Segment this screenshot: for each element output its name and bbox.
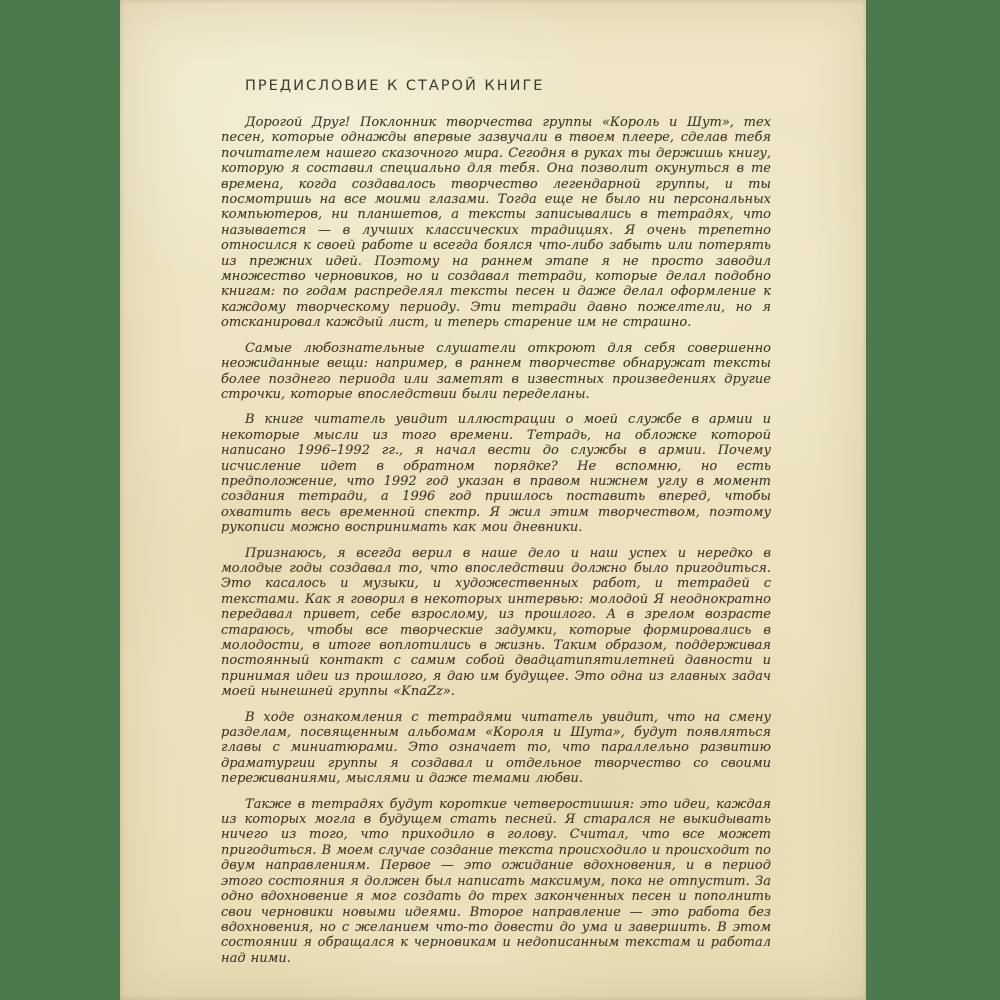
paragraph-intro: Дорогой Друг! Поклонник творчества группы «Король и Шут», тех песен, которые однажды впервые зазвучали в твоем плеере, сделав тебя почитателем нашего сказочного мира. Сегодня в руках ты держишь книгу, которую я составил специально для тебя. Она позволит окунуться в те времена, когда создавалось творчество легендарной группы, и ты посмотришь на все моими глазами. Тогда еще не было ни персональных компьютеров, ни планшетов, а тексты записывались в тетрадях, что называется — в лучших классических традициях. Я очень трепетно относился к своей работе и всегда боялся что-либо забыть или потерять из прежних идей. Поэтому на раннем этапе я не просто заводил множество черновиков, но и создавал тетради, которые делал подобно книгам: по годам распределял тексты песен и даже делал оформление к каждому творческому периоду. Эти тетради давно пожелтели, но я отсканировал каждый лист, и теперь старение им не страшно. [221,115,771,331]
paragraph-miniatures: В ходе ознакомления с тетрадями читатель увидит, что на смену разделам, посвященным альбомам «Короля и Шута», будут появляться главы с миниатюрами. Это означает то, что параллельно развитию драматургии группы я создавал и отдельное творчество со своими переживаниями, мыслями и даже темами любви. [221,709,771,787]
paragraph-quatrains: Также в тетрадях будут короткие четверостишия: это идеи, каждая из которых могла в будущем стать песней. Я старался не выкидывать ничего из того, что приходило в голову. Считал, что все может пригодиться. В моем случае создание текста происходило и происходит по двум направлениям. Первое — это ожидание вдохновения, и в период этого состояния я должен был написать максимум, пока не отпустит. За одно вдохновение я мог создать до трех законченных песен и пополнить свои черновики новыми идеями. Второе направление — это работа без вдохновения, но с желанием что-то довести до ума и завершить. В этом состоянии я обращался к черновикам и недописанным текстам и работал над ними. [221,796,771,966]
paragraph-belief-knazz: Признаюсь, я всегда верил в наше дело и наш успех и нередко в молодые годы создавал то, что впоследствии должно было пригодиться. Это касалось и музыки, и художественных работ, и тетрадей с текстами. Как я говорил в некоторых интервью: молодой Я неоднократно передавал привет, себе взрослому, из прошлого. А в зрелом возрасте стараюсь, чтобы все творческие задумки, которые формировались в молодости, в итоге воплотились в жизнь. Таким образом, поддерживая постоянный контакт с самим собой двадцатипятилетней давности и принимая идеи из прошлого, я даю им будущее. Это одна из главных задач моей нынешней группы «KnaZz». [221,545,771,700]
page-content [221,0,771,976]
book-page [120,0,866,1000]
paragraph-curious-listeners: Самые любознательные слушатели откроют для себя совершенно неожиданные вещи: например, в раннем творчестве обнаружат тексты более позднего периода или заметят в известных произведениях другие строчки, которые впоследствии были переделаны. [221,340,771,402]
paragraph-army-notebook: В книге читатель увидит иллюстрации о моей службе в армии и некоторые мысли из того времени. Тетрадь, на обложке которой написано 1996–1992 гг., я начал вести до службы в армии. Почему исчисление идет в обратном порядке? Не вспомню, но есть предположение, что 1992 год указан в правом нижнем углу в момент создания тетради, а 1996 год пришлось поставить вперед, чтобы охватить весь временной спектр. Я жил этим творчеством, поэтому рукописи можно воспринимать как мои дневники. [221,412,771,536]
page-title: ПРЕДИСЛОВИЕ К СТАРОЙ КНИГЕ [245,78,545,94]
